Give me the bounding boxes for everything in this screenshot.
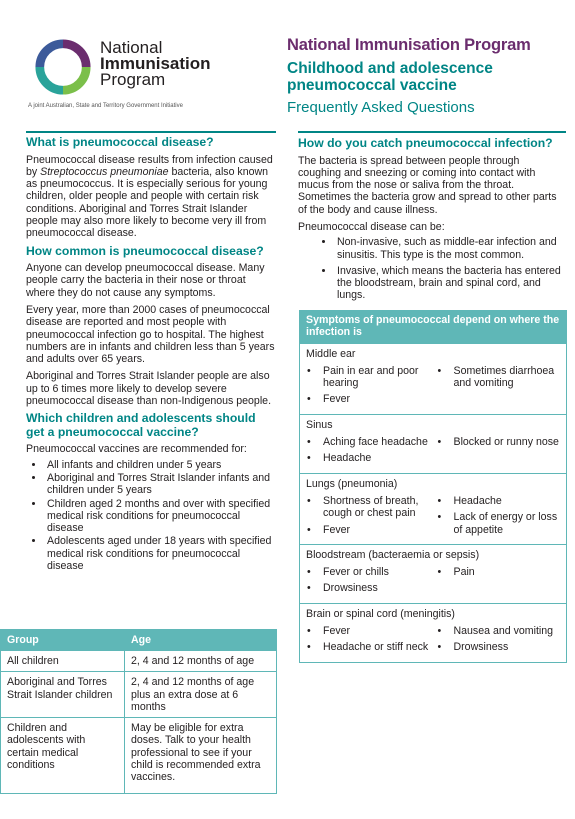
symptom-item bbox=[306, 625, 431, 637]
bullet-icon: • bbox=[437, 436, 442, 449]
symptom-text: Headache bbox=[453, 494, 502, 507]
symptom-section-title: Lungs (pneumonia) bbox=[306, 477, 398, 490]
symptom-item bbox=[437, 365, 562, 390]
list-item: • All infants and children under 5 years bbox=[45, 459, 276, 471]
logo-wordmark: National Immunisation Program bbox=[100, 38, 211, 89]
symptom-list bbox=[437, 365, 562, 410]
list-item: • Adolescents aged under 18 years with specified medical risk conditions for pneumococcal disease bbox=[45, 535, 276, 572]
symptoms-header: Symptoms of pneumococcal depend on where the infection is bbox=[300, 311, 566, 343]
symptom-section bbox=[300, 603, 566, 662]
nip-logo-ring-icon bbox=[34, 38, 92, 96]
symptom-item bbox=[437, 495, 562, 507]
symptom-section bbox=[300, 414, 566, 473]
bullet-icon: • bbox=[307, 364, 311, 377]
section-heading: Which children and adolescents should get a pneumococcal vaccine? bbox=[26, 411, 256, 439]
paragraph: The bacteria is spread between people through coughing and sneezing or coming into contact with mucus from the nose or saliva from the throat. Sometimes the bacteria grow and spread to other parts of the body and cause illness. bbox=[298, 154, 557, 216]
bullet-icon: • bbox=[437, 494, 442, 507]
paragraph: Every year, more than 2000 cases of pneumococcal disease are reported and most people with pneumococcal infection go to hospital. The highest numbers are in infants and children less than 5 years and adults over 65 years. bbox=[26, 303, 275, 366]
table-cell: 2, 4 and 12 months of age bbox=[131, 655, 255, 667]
symptom-text: Drowsiness bbox=[323, 582, 378, 595]
symptom-section-title: Middle ear bbox=[306, 347, 356, 360]
symptom-item bbox=[437, 566, 562, 578]
symptom-section-title: Bloodstream (bacteraemia or sepsis) bbox=[306, 548, 480, 561]
table-row bbox=[1, 671, 276, 717]
right-top-rule bbox=[298, 131, 566, 133]
list-item: • Invasive, which means the bacteria has entered the bloodstream, brain and spinal cord, and lungs. bbox=[335, 265, 564, 302]
bullet-icon: • bbox=[437, 511, 442, 524]
left-column bbox=[26, 136, 276, 576]
page-title: Childhood and adolescence pneumococcal vaccine bbox=[287, 60, 493, 94]
bullet-icon: • bbox=[307, 566, 311, 579]
table-row bbox=[1, 650, 276, 671]
symptom-text: Fever or chills bbox=[323, 566, 389, 579]
symptom-section bbox=[300, 473, 566, 544]
symptom-item bbox=[306, 452, 431, 464]
recommendation-list bbox=[26, 459, 276, 573]
schedule-table bbox=[0, 629, 277, 794]
symptom-text: Fever bbox=[323, 393, 351, 406]
symptom-list bbox=[306, 436, 431, 469]
symptom-item bbox=[306, 495, 431, 520]
bullet-icon: • bbox=[307, 436, 311, 449]
bullet-icon: • bbox=[307, 494, 311, 507]
bullet-icon: • bbox=[307, 523, 311, 536]
table-header bbox=[1, 630, 276, 650]
symptom-text: Drowsiness bbox=[453, 641, 509, 654]
page-subtitle: Frequently Asked Questions bbox=[287, 99, 475, 116]
paragraph: Pneumococcal disease can be: bbox=[298, 220, 445, 233]
symptom-item bbox=[437, 511, 562, 536]
section-heading: What is pneumococcal disease? bbox=[26, 135, 214, 149]
disease-type-list bbox=[298, 236, 564, 301]
table-row bbox=[1, 717, 276, 793]
column-header-age: Age bbox=[131, 634, 152, 646]
symptom-text: Pain in ear and poor hearing bbox=[323, 364, 419, 390]
symptom-list bbox=[306, 495, 431, 540]
logo-tagline: A joint Australian, State and Territory Government Initiative bbox=[28, 103, 183, 109]
symptom-list bbox=[437, 436, 562, 469]
symptom-text: Aching face headache bbox=[323, 436, 428, 449]
symptom-section bbox=[300, 544, 566, 603]
symptom-text: Nausea and vomiting bbox=[453, 625, 554, 638]
bullet-icon: • bbox=[437, 625, 442, 638]
symptom-text: Fever bbox=[323, 625, 351, 638]
section-heading: How common is pneumococcal disease? bbox=[26, 243, 264, 258]
bullet-icon: • bbox=[307, 625, 311, 638]
symptom-list bbox=[437, 566, 562, 599]
symptom-item bbox=[437, 625, 562, 637]
symptom-text: Blocked or runny nose bbox=[453, 436, 559, 449]
symptom-text: Sometimes diarrhoea and vomiting bbox=[453, 364, 555, 390]
symptom-section-title: Sinus bbox=[306, 418, 333, 431]
symptom-list bbox=[437, 625, 562, 658]
column-header-group: Group bbox=[1, 630, 125, 650]
symptom-list bbox=[306, 365, 431, 410]
symptom-item bbox=[306, 524, 431, 536]
symptom-list bbox=[437, 495, 562, 540]
paragraph: Aboriginal and Torres Strait Islander people are also up to 6 times more likely to develop severe pneumococcal disease than non-Indigenous people. bbox=[26, 370, 272, 408]
bullet-icon: • bbox=[307, 582, 311, 595]
section-heading: How do you catch pneumococcal infection? bbox=[298, 136, 553, 150]
symptom-list bbox=[306, 566, 431, 599]
right-column bbox=[298, 137, 564, 306]
symptom-item bbox=[437, 436, 562, 448]
symptom-text: Fever bbox=[323, 523, 351, 536]
symptom-text: Headache or stiff neck bbox=[323, 641, 429, 654]
symptom-text: Shortness of breath, cough or chest pain bbox=[323, 494, 419, 520]
table-cell: May be eligible for extra doses. Talk to your health professional to see if your child is recommended extra vaccines. bbox=[131, 722, 261, 784]
paragraph: Pneumococcal disease results from infection caused by Streptococcus pneumoniae bacteria, also known as pneumococcus. It is especially serious for young children, older people and people with certain risk conditions. Aboriginal and Torres Strait Islander people may also more likely to become very ill from pneumococcal disease. bbox=[26, 153, 273, 240]
list-item: • Aboriginal and Torres Strait Islander infants and children under 5 years bbox=[45, 472, 276, 497]
symptom-item bbox=[306, 393, 431, 405]
table-cell: 2, 4 and 12 months of age plus an extra dose at 6 months bbox=[131, 676, 255, 713]
symptom-item bbox=[306, 582, 431, 594]
symptom-section bbox=[300, 343, 566, 414]
symptom-item bbox=[306, 436, 431, 448]
program-name: National Immunisation Program bbox=[287, 36, 531, 54]
bullet-icon: • bbox=[307, 452, 311, 465]
symptom-text: Headache bbox=[323, 452, 372, 465]
symptom-item bbox=[306, 566, 431, 578]
list-item: • Children aged 2 months and over with specified medical risk conditions for pneumococcal disease bbox=[45, 498, 276, 535]
symptom-text: Lack of energy or loss of appetite bbox=[453, 511, 558, 536]
symptom-list bbox=[306, 625, 431, 658]
symptom-text: Pain bbox=[453, 566, 475, 579]
symptom-item bbox=[437, 641, 562, 653]
bullet-icon: • bbox=[437, 566, 442, 579]
bullet-icon: • bbox=[437, 641, 442, 654]
paragraph: Anyone can develop pneumococcal disease. Many people carry the bacteria in their nose or throat where they do not cause any symptoms. bbox=[26, 262, 265, 299]
symptom-item bbox=[306, 365, 431, 390]
bullet-icon: • bbox=[307, 641, 311, 654]
bullet-icon: • bbox=[307, 393, 311, 406]
left-top-rule bbox=[26, 131, 276, 133]
table-cell: Children and adolescents with certain medical conditions bbox=[1, 718, 125, 793]
table-cell: All children bbox=[1, 651, 125, 671]
table-cell: Aboriginal and Torres Strait Islander children bbox=[1, 672, 125, 717]
list-item: • Non-invasive, such as middle-ear infection and sinusitis. This type is the most common. bbox=[335, 236, 564, 261]
bullet-icon: • bbox=[437, 364, 442, 377]
paragraph: Pneumococcal vaccines are recommended for: bbox=[26, 443, 247, 456]
symptom-section-title: Brain or spinal cord (meningitis) bbox=[306, 607, 455, 620]
symptom-item bbox=[306, 641, 431, 653]
symptoms-table bbox=[299, 310, 567, 663]
